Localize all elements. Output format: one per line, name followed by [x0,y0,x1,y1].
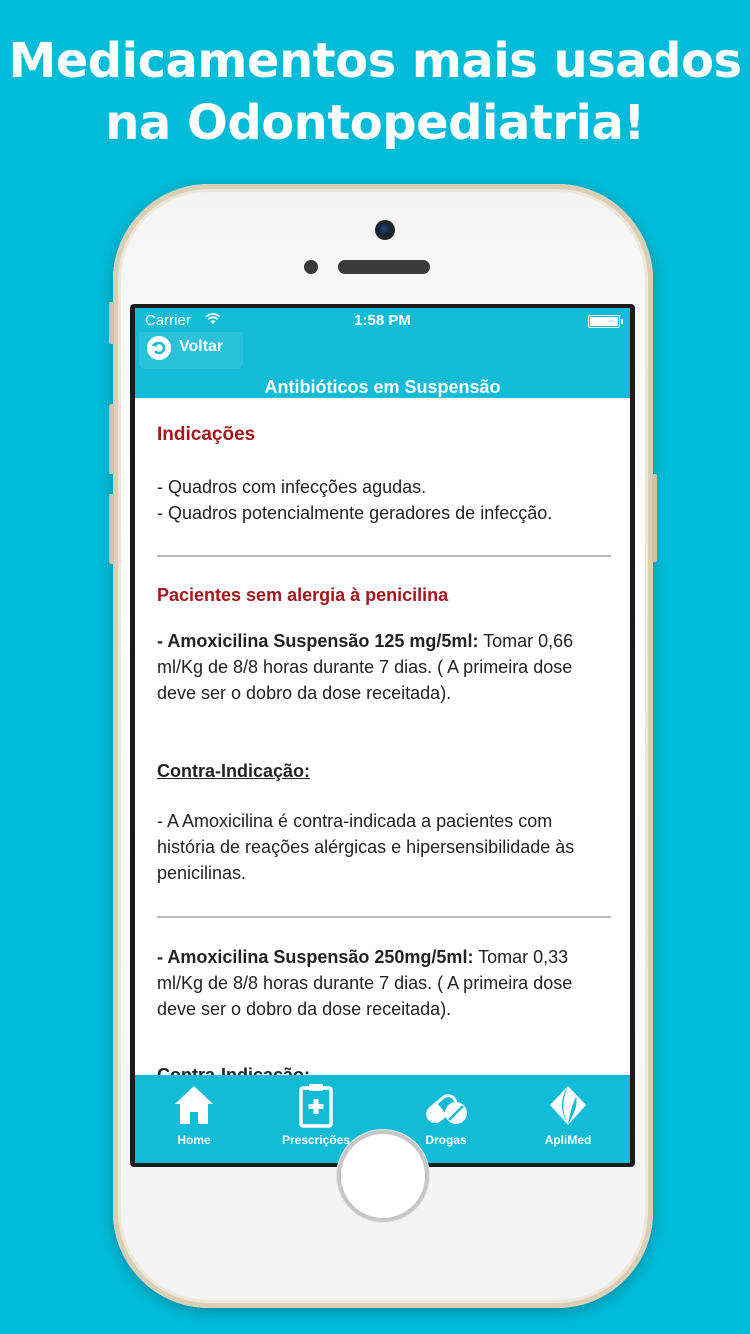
back-button[interactable] [139,332,243,370]
promo-headline [0,30,750,154]
house-icon [172,1083,216,1127]
tab-home-label: Home [177,1133,211,1147]
drug-paragraph-2 [157,944,613,1022]
carrier-label: Carrier [145,312,191,329]
drug-instructions-2: Tomar 0,33 ml/Kg de 8/8 horas durante 7 dias. ( A primeira dose deve ser o dobro da dose receitada). [157,947,573,1019]
divider [157,555,611,557]
earpiece-speaker [338,260,430,274]
section-title-indicacoes: Indicações [157,424,256,445]
indicacoes-line-2: - Quadros potencialmente geradores de infecção. [157,503,553,523]
tab-aplimed-label: ApliMed [544,1133,592,1147]
indicacoes-line-1: - Quadros com infecções agudas. [157,477,427,497]
aplimed-logo-icon [546,1083,590,1129]
drug-name-2: - Amoxicilina Suspensão 250mg/5ml: [157,947,474,967]
phone-power-button [652,474,657,562]
tab-home[interactable] [139,1075,249,1163]
front-camera [375,220,395,240]
back-arrow-icon [147,336,171,360]
back-label: Voltar [179,338,224,355]
pills-icon [422,1083,470,1129]
tab-prescricoes-label: Prescrições [281,1133,351,1147]
headline-line-2: na Odontopediatria! [105,95,645,151]
section-title-sem-alergia: Pacientes sem alergia à penicilina [157,585,449,605]
tab-aplimed[interactable] [513,1075,623,1163]
phone-volume-up [109,404,114,474]
clock-time: 1:58 PM [354,312,411,329]
phone-screen [130,304,635,1167]
status-bar [135,308,630,332]
app-window [135,308,630,1163]
drug-instructions-1: Tomar 0,66 ml/Kg de 8/8 horas durante 7 dias. ( A primeira dose deve ser o dobro da dose receitada). [157,631,574,703]
home-button[interactable] [337,1130,429,1222]
contra-indicacao-text: - A Amoxicilina é contra-indicada a pacientes com história de reações alérgicas e hipersensibilidade às penicilinas. [157,811,575,883]
contra-indicacao-heading [157,758,613,784]
screen-title: Antibióticos em Suspensão [264,377,501,397]
phone-volume-down [109,494,114,564]
content-scroll-area[interactable] [135,398,630,1074]
tab-drogas-label: Drogas [425,1133,467,1147]
proximity-sensor [304,260,318,274]
drug-paragraph-1 [157,628,613,706]
drug-name-1: - Amoxicilina Suspensão 125 mg/5ml: [157,631,479,651]
headline-line-1: Medicamentos mais usados [8,33,742,89]
contra-indicacao-title: Contra-Indicação: [157,761,311,781]
divider [157,916,611,918]
prescription-clipboard-icon [294,1083,338,1129]
phone-mute-switch [109,302,114,344]
navigation-bar [135,332,630,398]
phone-frame [113,184,653,1308]
battery-icon [588,315,620,328]
